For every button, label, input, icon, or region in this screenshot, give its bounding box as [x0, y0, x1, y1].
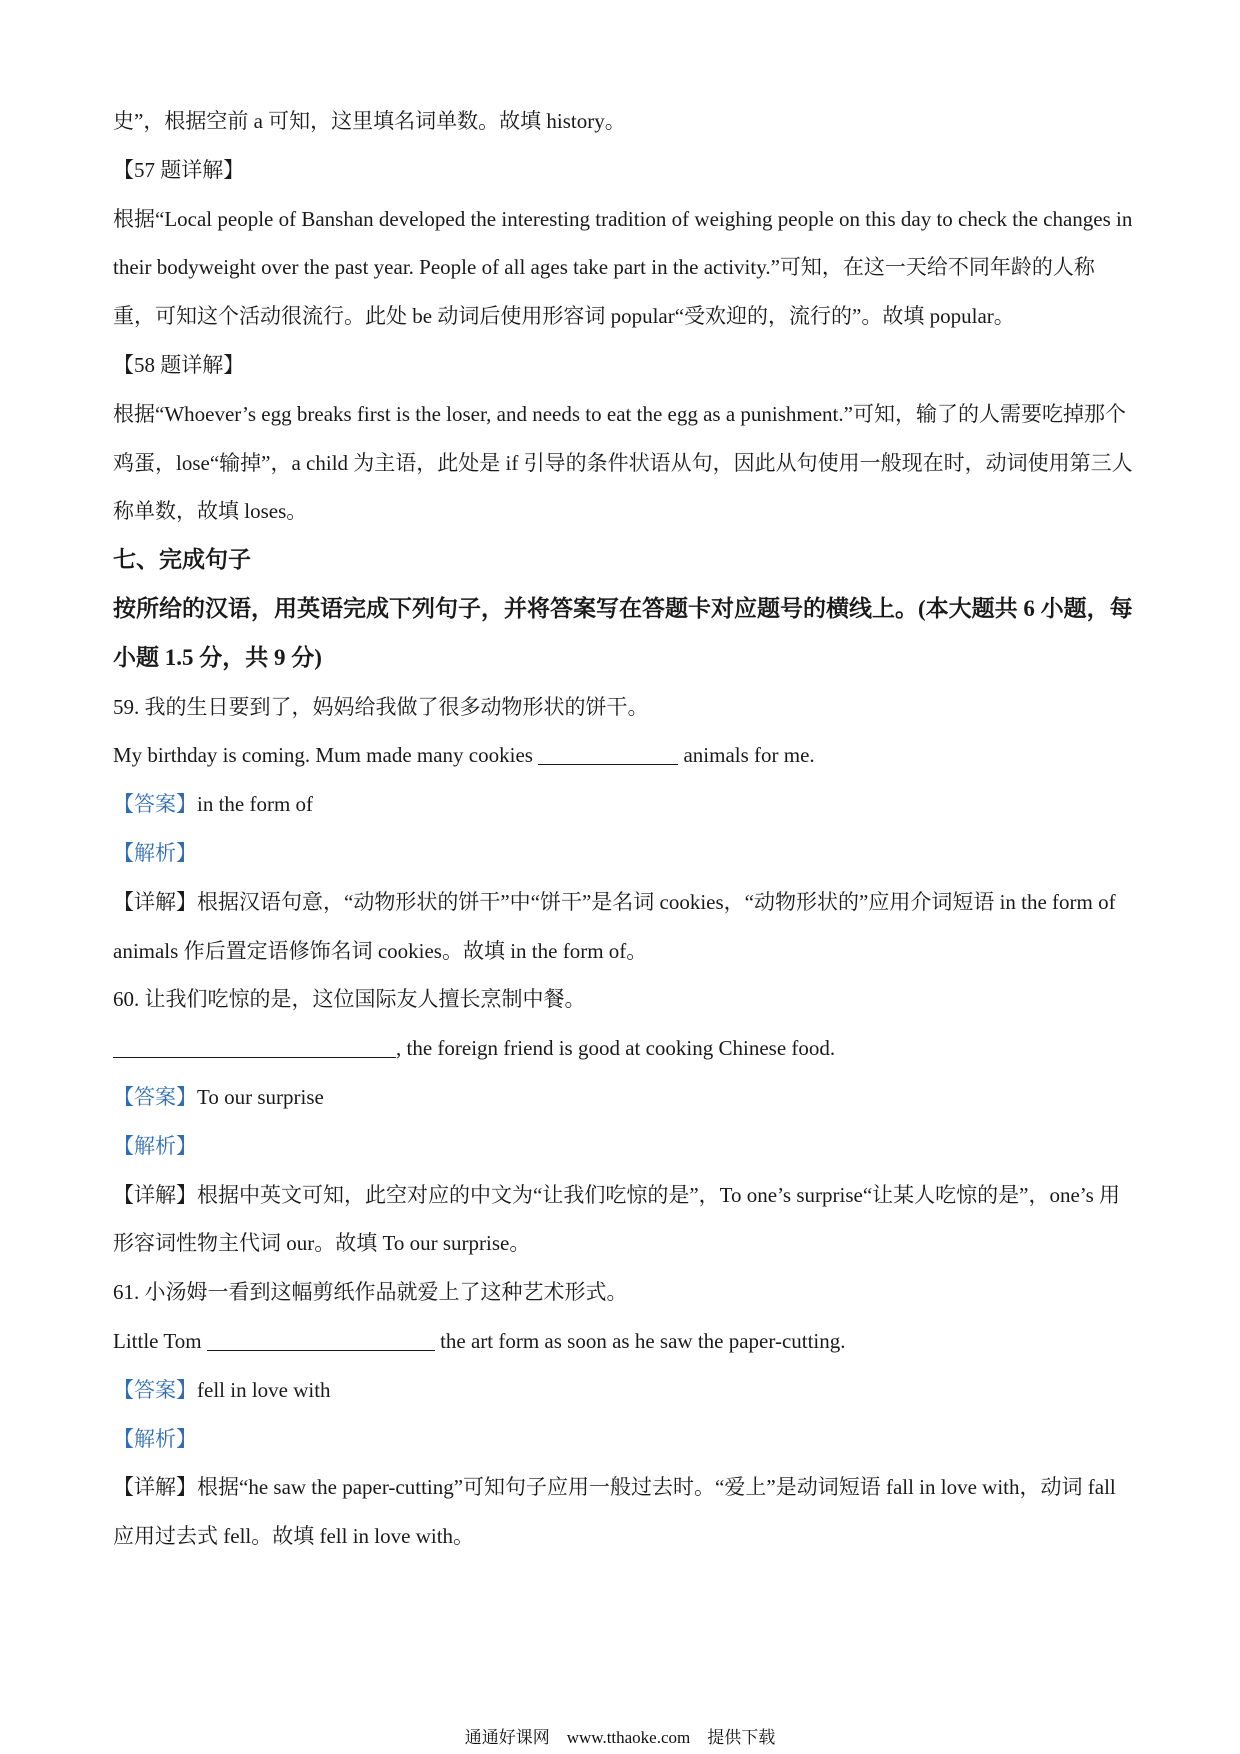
- q57-explanation: 根据“Local people of Banshan developed the interesting tradition of weighing people on this day to check the changes in their bodyweight over the past year. People of all ages take part in the activity.”可知，在这一天给不同年龄的人称重，可知这个活动很流行。此处 be 动词后使用形容词 popular“受欢迎的，流行的”。故填 popular。: [113, 206, 1133, 329]
- q60-chinese: 60. 让我们吃惊的是，这位国际友人擅长烹制中餐。: [113, 987, 586, 1012]
- answer-tag: 【答案】: [113, 1084, 197, 1109]
- q59-answer-text: in the form of: [197, 792, 314, 817]
- q59-answer: [113, 780, 1133, 829]
- q59-analysis-tag: 【解析】: [113, 840, 197, 865]
- q61-answer-text: fell in love with: [197, 1377, 331, 1402]
- q61-chinese: 61. 小汤姆一看到这幅剪纸作品就爱上了这种艺术形式。: [113, 1280, 628, 1305]
- q59-detail: 【详解】根据汉语句意，“动物形状的饼干”中“饼干”是名词 cookies，“动物形状的”应用介词短语 in the form of animals 作后置定语修饰名词 cookies。故填 in the form of。: [113, 889, 1116, 963]
- q61-sentence-before: Little Tom: [113, 1328, 207, 1353]
- q60-detail: 【详解】根据中英文可知，此空对应的中文为“让我们吃惊的是”，To one’s surprise“让某人吃惊的是”，one’s 用形容词性物主代词 our。故填 To our surprise。: [113, 1182, 1121, 1256]
- q61-answer: [113, 1366, 1133, 1415]
- q61-detail: 【详解】根据“he saw the paper-cutting”可知句子应用一般过去时。“爱上”是动词短语 fall in love with，动词 fall 应用过去式 fell。故填 fell in love with。: [113, 1475, 1116, 1549]
- q58-detail-heading: 【58 题详解】: [113, 352, 245, 377]
- q60-answer: [113, 1073, 1133, 1122]
- q61-sentence: [113, 1317, 1133, 1366]
- q57-detail-heading: 【57 题详解】: [113, 157, 245, 182]
- q61-sentence-after: the art form as soon as he saw the paper-cutting.: [434, 1328, 846, 1353]
- answer-tag: 【答案】: [113, 1377, 197, 1402]
- q60-analysis-tag: 【解析】: [113, 1133, 197, 1158]
- q61-blank: [207, 1329, 435, 1351]
- page-footer: 通通好课网 www.tthaoke.com 提供下载: [464, 1728, 776, 1747]
- q58-explanation: 根据“Whoever’s egg breaks first is the loser, and needs to eat the egg as a punishment.”可知，输了的人需要吃掉那个鸡蛋，lose“输掉”，a child 为主语，此处是 if 引导的条件状语从句，因此从句使用一般现在时，动词使用第三人称单数，故填 loses。: [113, 401, 1133, 524]
- q59-sentence: [113, 731, 1133, 780]
- document-page: [113, 97, 1133, 1561]
- q60-sentence: [113, 1024, 1133, 1073]
- q60-sentence-after: , the foreign friend is good at cooking Chinese food.: [396, 1036, 836, 1061]
- section-instruction: 按所给的汉语，用英语完成下列句子，并将答案写在答题卡对应题号的横线上。(本大题共 6 小题，每小题 1.5 分，共 9 分): [113, 595, 1133, 670]
- q60-blank: [113, 1036, 396, 1058]
- q59-blank: [538, 743, 678, 765]
- q60-answer-text: To our surprise: [197, 1084, 324, 1109]
- q59-sentence-after: animals for me.: [678, 743, 815, 768]
- section-title: 七、完成句子: [113, 547, 251, 573]
- q56-explanation-tail: 史”，根据空前 a 可知，这里填名词单数。故填 history。: [113, 109, 626, 133]
- q59-chinese: 59. 我的生日要到了，妈妈给我做了很多动物形状的饼干。: [113, 694, 649, 719]
- answer-tag: 【答案】: [113, 792, 197, 817]
- q59-sentence-before: My birthday is coming. Mum made many cookies: [113, 743, 539, 768]
- q61-analysis-tag: 【解析】: [113, 1426, 197, 1451]
